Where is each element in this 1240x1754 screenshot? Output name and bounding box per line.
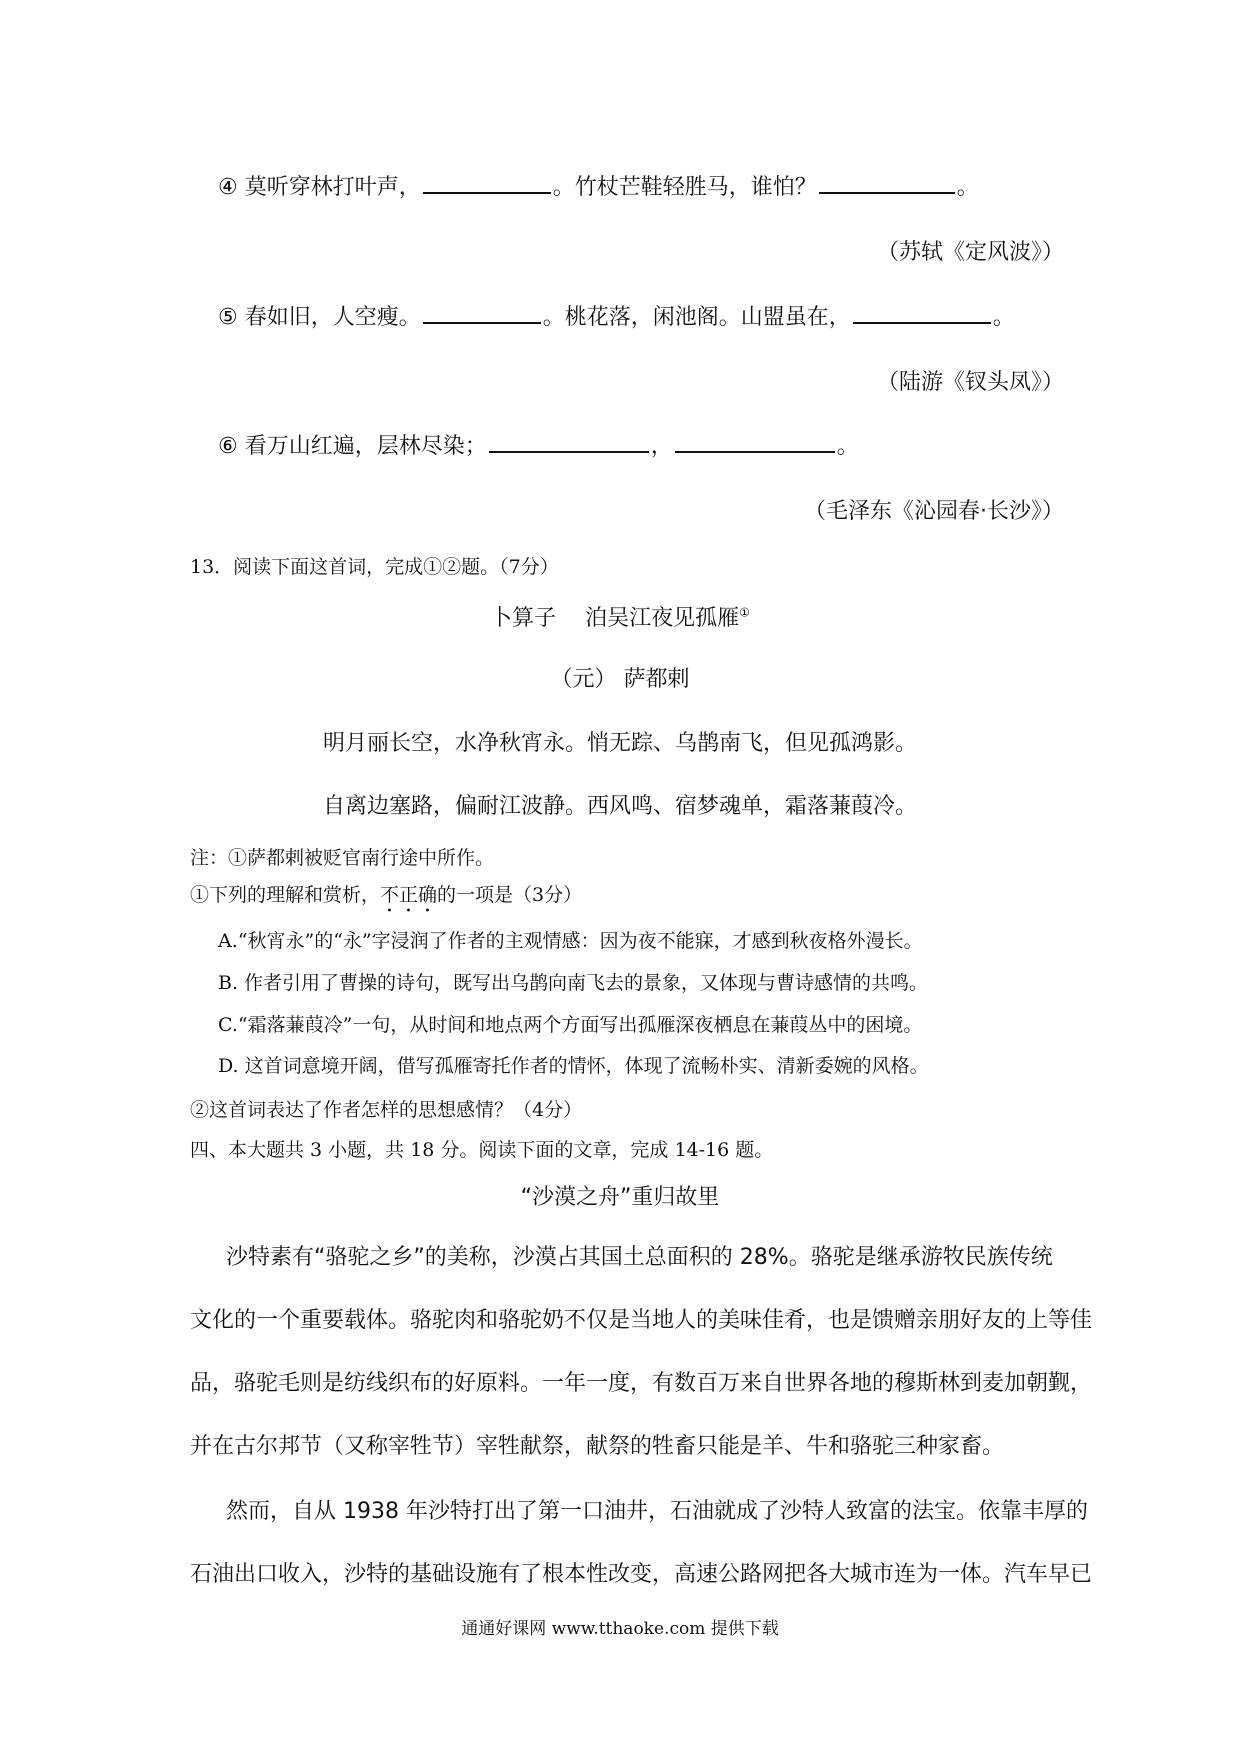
poem-footnote: 注：①萨都剌被贬官南行途中所作。 — [190, 847, 495, 869]
sub-question-2: ②这首词表达了作者怎样的思想感情？（4分） — [190, 1099, 583, 1121]
emphasized-text: 不正确 — [380, 884, 438, 906]
question-13-prompt: 13．阅读下面这首词，完成①②题。（7分） — [190, 556, 559, 578]
option-b[interactable]: B. 作者引用了曹操的诗句，既写出乌鹊向南飞去的景象，又体现与曹诗感情的共鸣。 — [218, 972, 929, 994]
answer-blank[interactable] — [489, 433, 649, 453]
verse-text: 春如旧，人空瘦。 — [244, 305, 421, 330]
poem-line-2: 自离边塞路，偏耐江波静。西风鸣、宿梦魂单，霜落蒹葭冷。 — [322, 794, 917, 819]
article-line: 并在古尔邦节（又称宰牲节）宰牲献祭，献祭的牲畜只能是羊、牛和骆驼三种家畜。 — [190, 1434, 1005, 1459]
fill-in-item-5 — [218, 300, 1015, 331]
poem-title: 卜算子 泊吴江夜见孤雁① — [490, 605, 750, 631]
option-c[interactable]: C.“霜落蒹葭冷”一句，从时间和地点两个方面写出孤雁深夜栖息在蒹葭丛中的困境。 — [218, 1014, 923, 1036]
item-number: ④ — [218, 175, 238, 200]
verse-text: 。竹杖芒鞋轻胜马，谁怕？ — [552, 175, 817, 200]
article-line: 沙特素有“骆驼之乡”的美称，沙漠占其国土总面积的 28%。骆驼是继承游牧民族传统 — [226, 1245, 1053, 1270]
poem-author: （元） 萨都剌 — [550, 667, 690, 692]
answer-blank[interactable] — [423, 304, 541, 324]
verse-text: ， — [650, 434, 673, 459]
verse-text: 。 — [956, 175, 979, 200]
source-citation: （毛泽东《沁园春·长沙》） — [804, 499, 1064, 524]
answer-blank[interactable] — [853, 304, 991, 324]
fill-in-item-6 — [218, 429, 859, 460]
answer-blank[interactable] — [423, 174, 551, 194]
item-number: ⑥ — [218, 434, 238, 459]
source-citation: （苏轼《定风波》） — [876, 240, 1064, 265]
verse-text: 。 — [992, 305, 1015, 330]
footnote-marker: ① — [739, 605, 750, 620]
answer-blank[interactable] — [675, 433, 835, 453]
verse-text: 莫听穿林打叶声， — [244, 175, 421, 200]
verse-text: 。 — [836, 434, 859, 459]
verse-text: 看万山红遍，层林尽染； — [244, 434, 487, 459]
fill-in-item-4 — [218, 170, 979, 201]
page-footer: 通通好课网 www.tthaoke.com 提供下载 — [461, 1619, 779, 1639]
verse-text: 。桃花落，闲池阁。山盟虽在， — [542, 305, 851, 330]
sub-question-1: ①下列的理解和赏析，不正确的一项是（3分） — [190, 884, 583, 906]
article-line: 然而，自从 1938 年沙特打出了第一口油井，石油就成了沙特人致富的法宝。依靠丰厚的 — [226, 1499, 1088, 1524]
option-d[interactable]: D. 这首词意境开阔，借写孤雁寄托作者的情怀，体现了流畅朴实、清新委婉的风格。 — [218, 1055, 929, 1077]
article-title: “沙漠之舟”重归故里 — [520, 1185, 720, 1210]
item-number: ⑤ — [218, 305, 238, 330]
article-line: 文化的一个重要载体。骆驼肉和骆驼奶不仅是当地人的美味佳肴，也是馈赠亲朋好友的上等佳 — [190, 1308, 1093, 1333]
poem-line-1: 明月丽长空，水净秋宵永。悄无踪、乌鹊南飞，但见孤鸿影。 — [322, 731, 917, 756]
source-citation: （陆游《钗头凤》） — [876, 370, 1064, 395]
article-line: 品，骆驼毛则是纺线织布的好原料。一年一度，有数百万来自世界各地的穆斯林到麦加朝觐， — [190, 1371, 1093, 1396]
answer-blank[interactable] — [819, 174, 955, 194]
article-line: 石油出口收入，沙特的基础设施有了根本性改变，高速公路网把各大城市连为一体。汽车早已 — [190, 1562, 1093, 1587]
section-4-heading: 四、本大题共 3 小题，共 18 分。阅读下面的文章，完成 14-16 题。 — [190, 1139, 774, 1161]
option-a[interactable]: A.“秋宵永”的“永”字浸润了作者的主观情感：因为夜不能寐，才感到秋夜格外漫长。 — [218, 930, 923, 952]
